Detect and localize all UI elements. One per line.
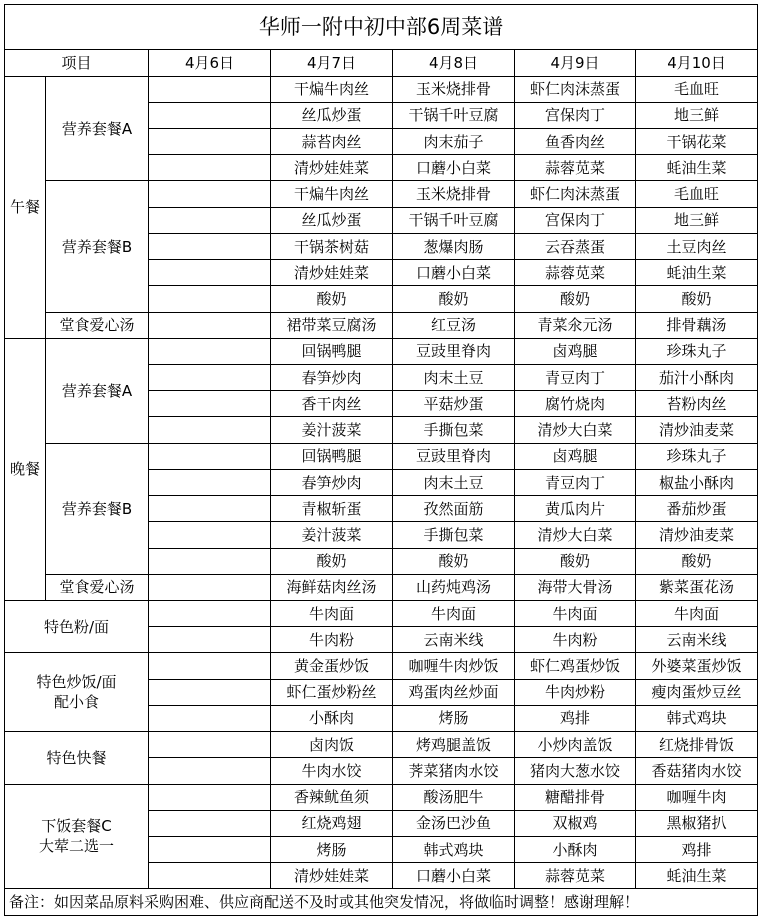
menu-cell [149, 574, 271, 600]
menu-cell: 香菇猪肉水饺 [636, 758, 758, 784]
table-row [5, 600, 758, 626]
menu-cell: 宫保肉丁 [515, 207, 636, 233]
menu-cell: 蒜苔肉丝 [271, 129, 393, 155]
column-header-date: 4月6日 [149, 50, 271, 76]
menu-cell [149, 600, 271, 626]
menu-cell: 肉末茄子 [393, 129, 515, 155]
menu-cell: 椒盐小酥肉 [636, 469, 758, 495]
menu-cell: 青豆肉丁 [515, 365, 636, 391]
fried-rice-label-line1: 特色炒饭/面 [36, 673, 117, 692]
menu-cell: 干锅花菜 [636, 129, 758, 155]
menu-cell [149, 207, 271, 233]
menu-cell: 青豆肉丁 [515, 469, 636, 495]
table-row [5, 653, 758, 679]
menu-cell: 春笋炒肉 [271, 469, 393, 495]
header-row [5, 50, 758, 76]
menu-cell [149, 129, 271, 155]
menu-cell: 干煸牛肉丝 [271, 181, 393, 207]
menu-cell [149, 496, 271, 522]
menu-cell [149, 469, 271, 495]
menu-cell: 清炒大白菜 [515, 417, 636, 443]
table-row [5, 732, 758, 758]
menu-cell: 山药炖鸡汤 [393, 574, 515, 600]
menu-cell: 回锅鸭腿 [271, 443, 393, 469]
menu-cell: 海鲜菇肉丝汤 [271, 574, 393, 600]
menu-cell: 豆豉里脊肉 [393, 443, 515, 469]
menu-cell: 姜汁菠菜 [271, 417, 393, 443]
menu-cell: 清炒油麦菜 [636, 522, 758, 548]
menu-cell: 紫菜蛋花汤 [636, 574, 758, 600]
menu-cell: 云南米线 [393, 627, 515, 653]
set-c-label-line2: 大荤二选一 [38, 837, 114, 856]
dinner-set-a-label: 营养套餐A [46, 338, 149, 443]
menu-cell: 香干肉丝 [271, 391, 393, 417]
menu-cell [149, 705, 271, 731]
menu-cell: 苔粉肉丝 [636, 391, 758, 417]
menu-cell: 丝瓜炒蛋 [271, 102, 393, 128]
menu-cell: 口蘑小白菜 [393, 260, 515, 286]
menu-cell: 地三鲜 [636, 102, 758, 128]
lunch-set-b-label: 营养套餐B [46, 181, 149, 312]
menu-cell: 裙带菜豆腐汤 [271, 312, 393, 338]
page-title: 华师一附中初中部6周菜谱 [5, 5, 758, 50]
menu-cell: 豆豉里脊肉 [393, 338, 515, 364]
menu-cell [149, 417, 271, 443]
dinner-soup-label: 堂食爱心汤 [46, 574, 149, 600]
menu-cell: 珍珠丸子 [636, 338, 758, 364]
menu-cell: 云南米线 [636, 627, 758, 653]
menu-cell: 双椒鸡 [515, 810, 636, 836]
menu-cell: 黑椒猪扒 [636, 810, 758, 836]
table-row [5, 784, 758, 810]
menu-cell: 鸡蛋肉丝炒面 [393, 679, 515, 705]
menu-cell: 金汤巴沙鱼 [393, 810, 515, 836]
menu-cell [149, 76, 271, 102]
table-row [5, 312, 758, 338]
menu-cell: 荠菜猪肉水饺 [393, 758, 515, 784]
menu-cell: 清炒娃娃菜 [271, 863, 393, 889]
menu-cell: 牛肉面 [636, 600, 758, 626]
menu-cell: 肉末土豆 [393, 365, 515, 391]
menu-cell: 酸奶 [271, 286, 393, 312]
menu-cell: 卤鸡腿 [515, 443, 636, 469]
menu-cell [149, 391, 271, 417]
menu-cell: 蚝油生菜 [636, 260, 758, 286]
title-row [5, 5, 758, 50]
menu-cell: 清炒娃娃菜 [271, 155, 393, 181]
menu-cell [149, 155, 271, 181]
menu-cell: 蚝油生菜 [636, 863, 758, 889]
menu-cell: 牛肉面 [515, 600, 636, 626]
menu-cell: 酸奶 [271, 548, 393, 574]
lunch-soup-label: 堂食爱心汤 [46, 312, 149, 338]
column-header-date: 4月7日 [271, 50, 393, 76]
set-c-label [5, 784, 149, 889]
menu-cell: 葱爆肉肠 [393, 233, 515, 259]
menu-cell [149, 784, 271, 810]
menu-cell: 酸奶 [515, 286, 636, 312]
fast-meal-label: 特色快餐 [5, 732, 149, 784]
menu-cell: 酸奶 [636, 548, 758, 574]
menu-cell: 小酥肉 [271, 705, 393, 731]
menu-cell: 酸汤肥牛 [393, 784, 515, 810]
menu-cell: 手撕包菜 [393, 522, 515, 548]
menu-cell: 虾仁蛋炒粉丝 [271, 679, 393, 705]
menu-cell: 海带大骨汤 [515, 574, 636, 600]
menu-cell: 牛肉水饺 [271, 758, 393, 784]
menu-cell: 牛肉面 [393, 600, 515, 626]
column-header-date: 4月8日 [393, 50, 515, 76]
menu-table [4, 4, 758, 916]
table-row [5, 443, 758, 469]
menu-cell: 咖喱牛肉炒饭 [393, 653, 515, 679]
menu-cell: 地三鲜 [636, 207, 758, 233]
menu-cell: 红豆汤 [393, 312, 515, 338]
menu-cell: 干锅千叶豆腐 [393, 102, 515, 128]
menu-cell: 鱼香肉丝 [515, 129, 636, 155]
menu-cell: 蒜蓉苋菜 [515, 260, 636, 286]
menu-cell: 清炒大白菜 [515, 522, 636, 548]
menu-cell: 酸奶 [393, 548, 515, 574]
menu-cell: 茄汁小酥肉 [636, 365, 758, 391]
menu-cell: 牛肉炒粉 [515, 679, 636, 705]
menu-cell: 烤肠 [271, 836, 393, 862]
menu-cell: 瘦肉蛋炒豆丝 [636, 679, 758, 705]
menu-cell: 春笋炒肉 [271, 365, 393, 391]
menu-cell: 毛血旺 [636, 76, 758, 102]
menu-cell: 红烧鸡翅 [271, 810, 393, 836]
fried-rice-label [5, 653, 149, 732]
noodles-label: 特色粉/面 [5, 600, 149, 652]
menu-cell: 韩式鸡块 [636, 705, 758, 731]
menu-cell: 宫保肉丁 [515, 102, 636, 128]
menu-cell: 干锅千叶豆腐 [393, 207, 515, 233]
menu-cell: 蒜蓉苋菜 [515, 155, 636, 181]
menu-cell: 卤肉饭 [271, 732, 393, 758]
menu-cell: 外婆菜蛋炒饭 [636, 653, 758, 679]
column-header-date: 4月9日 [515, 50, 636, 76]
menu-cell [149, 836, 271, 862]
menu-cell: 香辣鱿鱼须 [271, 784, 393, 810]
fried-rice-label-line2: 配小食 [53, 693, 99, 712]
menu-cell: 蚝油生菜 [636, 155, 758, 181]
menu-cell [149, 181, 271, 207]
table-row [5, 338, 758, 364]
menu-cell: 珍珠丸子 [636, 443, 758, 469]
menu-cell [149, 312, 271, 338]
menu-cell [149, 233, 271, 259]
menu-cell: 猪肉大葱水饺 [515, 758, 636, 784]
menu-cell: 酸奶 [393, 286, 515, 312]
menu-cell: 清炒油麦菜 [636, 417, 758, 443]
dinner-set-b-label: 营养套餐B [46, 443, 149, 574]
menu-cell [149, 863, 271, 889]
menu-cell: 蒜蓉苋菜 [515, 863, 636, 889]
menu-cell: 排骨藕汤 [636, 312, 758, 338]
menu-cell [149, 627, 271, 653]
menu-cell: 鸡排 [515, 705, 636, 731]
menu-cell: 鸡排 [636, 836, 758, 862]
menu-cell: 牛肉粉 [271, 627, 393, 653]
menu-cell: 酸奶 [515, 548, 636, 574]
menu-cell: 清炒娃娃菜 [271, 260, 393, 286]
menu-cell: 口蘑小白菜 [393, 863, 515, 889]
menu-cell: 卤鸡腿 [515, 338, 636, 364]
menu-cell: 小酥肉 [515, 836, 636, 862]
menu-cell: 土豆肉丝 [636, 233, 758, 259]
lunch-set-a-label: 营养套餐A [46, 76, 149, 181]
menu-cell: 回锅鸭腿 [271, 338, 393, 364]
menu-cell: 手撕包菜 [393, 417, 515, 443]
menu-cell: 红烧排骨饭 [636, 732, 758, 758]
column-header-date: 4月10日 [636, 50, 758, 76]
menu-cell: 玉米烧排骨 [393, 76, 515, 102]
menu-cell [149, 522, 271, 548]
menu-cell: 虾仁肉沫蒸蛋 [515, 181, 636, 207]
lunch-label: 午餐 [5, 76, 46, 338]
menu-cell [149, 810, 271, 836]
menu-cell: 虾仁肉沫蒸蛋 [515, 76, 636, 102]
menu-cell: 牛肉粉 [515, 627, 636, 653]
menu-cell [149, 260, 271, 286]
table-row [5, 574, 758, 600]
menu-cell: 孜然面筋 [393, 496, 515, 522]
dinner-label: 晚餐 [5, 338, 46, 600]
menu-cell: 黄金蛋炒饭 [271, 653, 393, 679]
menu-cell: 干煸牛肉丝 [271, 76, 393, 102]
menu-cell [149, 732, 271, 758]
menu-cell [149, 286, 271, 312]
menu-cell [149, 102, 271, 128]
menu-cell: 青菜氽元汤 [515, 312, 636, 338]
menu-cell: 小炒肉盖饭 [515, 732, 636, 758]
set-c-label-line1: 下饭套餐C [41, 817, 112, 836]
menu-cell [149, 365, 271, 391]
menu-cell [149, 679, 271, 705]
menu-cell [149, 548, 271, 574]
menu-cell: 毛血旺 [636, 181, 758, 207]
menu-cell: 牛肉面 [271, 600, 393, 626]
table-row [5, 76, 758, 102]
menu-cell: 黄瓜肉片 [515, 496, 636, 522]
menu-cell [149, 338, 271, 364]
table-row [5, 889, 758, 916]
menu-cell: 口蘑小白菜 [393, 155, 515, 181]
menu-cell: 玉米烧排骨 [393, 181, 515, 207]
menu-cell: 干锅茶树菇 [271, 233, 393, 259]
menu-cell: 丝瓜炒蛋 [271, 207, 393, 233]
menu-cell: 腐竹烧肉 [515, 391, 636, 417]
menu-cell: 平菇炒蛋 [393, 391, 515, 417]
menu-cell [149, 653, 271, 679]
menu-cell [149, 758, 271, 784]
menu-cell: 虾仁鸡蛋炒饭 [515, 653, 636, 679]
table-row [5, 181, 758, 207]
menu-cell: 咖喱牛肉 [636, 784, 758, 810]
menu-cell: 青椒斩蛋 [271, 496, 393, 522]
note-text: 备注：如因菜品原料采购困难、供应商配送不及时或其他突发情况，将做临时调整！感谢理解！ [5, 889, 758, 916]
menu-cell: 烤鸡腿盖饭 [393, 732, 515, 758]
menu-cell: 韩式鸡块 [393, 836, 515, 862]
menu-cell: 肉末土豆 [393, 469, 515, 495]
menu-cell: 云吞蒸蛋 [515, 233, 636, 259]
menu-cell: 烤肠 [393, 705, 515, 731]
menu-cell: 酸奶 [636, 286, 758, 312]
column-header-item: 项目 [5, 50, 149, 76]
menu-cell [149, 443, 271, 469]
menu-cell: 姜汁菠菜 [271, 522, 393, 548]
menu-cell: 番茄炒蛋 [636, 496, 758, 522]
menu-cell: 糖醋排骨 [515, 784, 636, 810]
